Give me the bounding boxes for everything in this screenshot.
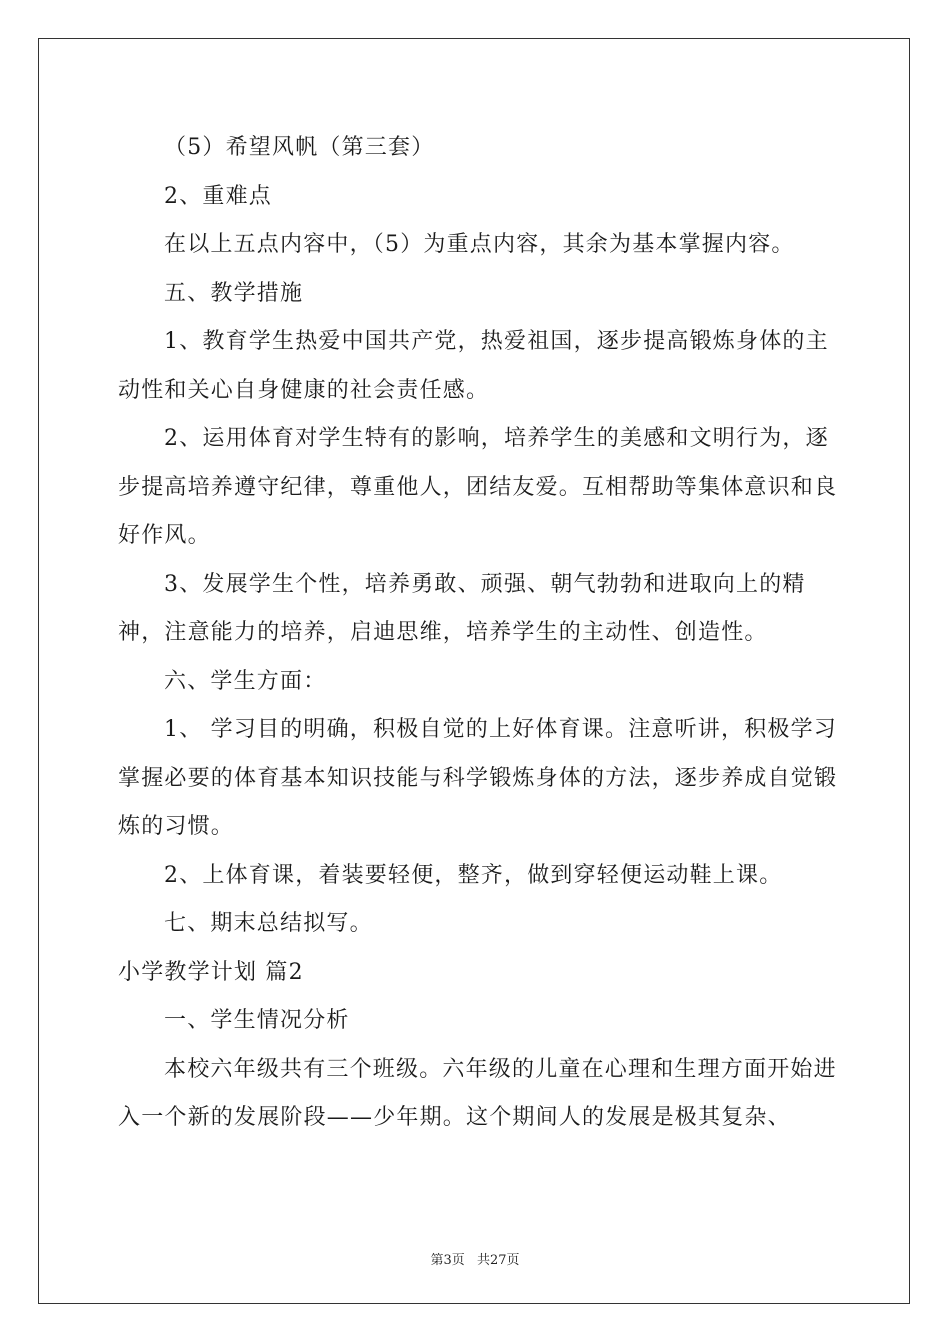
paragraph: （5）希望风帆（第三套） <box>164 135 435 160</box>
paragraph: 七、期末总结拟写。 <box>164 911 373 936</box>
paragraph: 在以上五点内容中，（5）为重点内容，其余为基本掌握内容。 <box>164 232 795 257</box>
section-heading: 小学教学计划 篇2 <box>118 959 304 985</box>
paragraph: 本校六年级共有三个班级。六年级的儿童在心理和生理方面开始进入一个新的发展阶段——少年期。这个期间人的发展是极其复杂、 <box>118 1056 837 1130</box>
paragraph: 一、学生情况分析 <box>164 1008 350 1033</box>
page-footer <box>0 1249 950 1268</box>
paragraph: 1、 学习目的明确，积极自觉的上好体育课。注意听讲，积极学习掌握必要的体育基本知识技能与科学锻炼身体的方法，逐步养成自觉锻炼的习惯。 <box>118 717 838 839</box>
page-number: 第3页 <box>430 1253 465 1268</box>
paragraph: 2、上体育课，着装要轻便，整齐，做到穿轻便运动鞋上课。 <box>164 862 783 888</box>
document-body <box>118 124 838 1143</box>
paragraph: 1、教育学生热爱中国共产党，热爱祖国，逐步提高锻炼身体的主动性和关心自身健康的社会责任感。 <box>118 329 829 403</box>
paragraph: 3、发展学生个性，培养勇敢、顽强、朝气勃勃和进取向上的精神，注意能力的培养，启迪思维，培养学生的主动性、创造性。 <box>118 571 806 645</box>
paragraph: 五、教学措施 <box>164 280 304 306</box>
page-total: 共27页 <box>476 1253 520 1268</box>
paragraph: 2、重难点 <box>164 183 272 209</box>
paragraph: 六、学生方面： <box>164 668 327 694</box>
paragraph: 2、运用体育对学生特有的影响，培养学生的美感和文明行为，逐步提高培养遵守纪律，尊重他人，团结友爱。互相帮助等集体意识和良好作风。 <box>118 426 838 548</box>
